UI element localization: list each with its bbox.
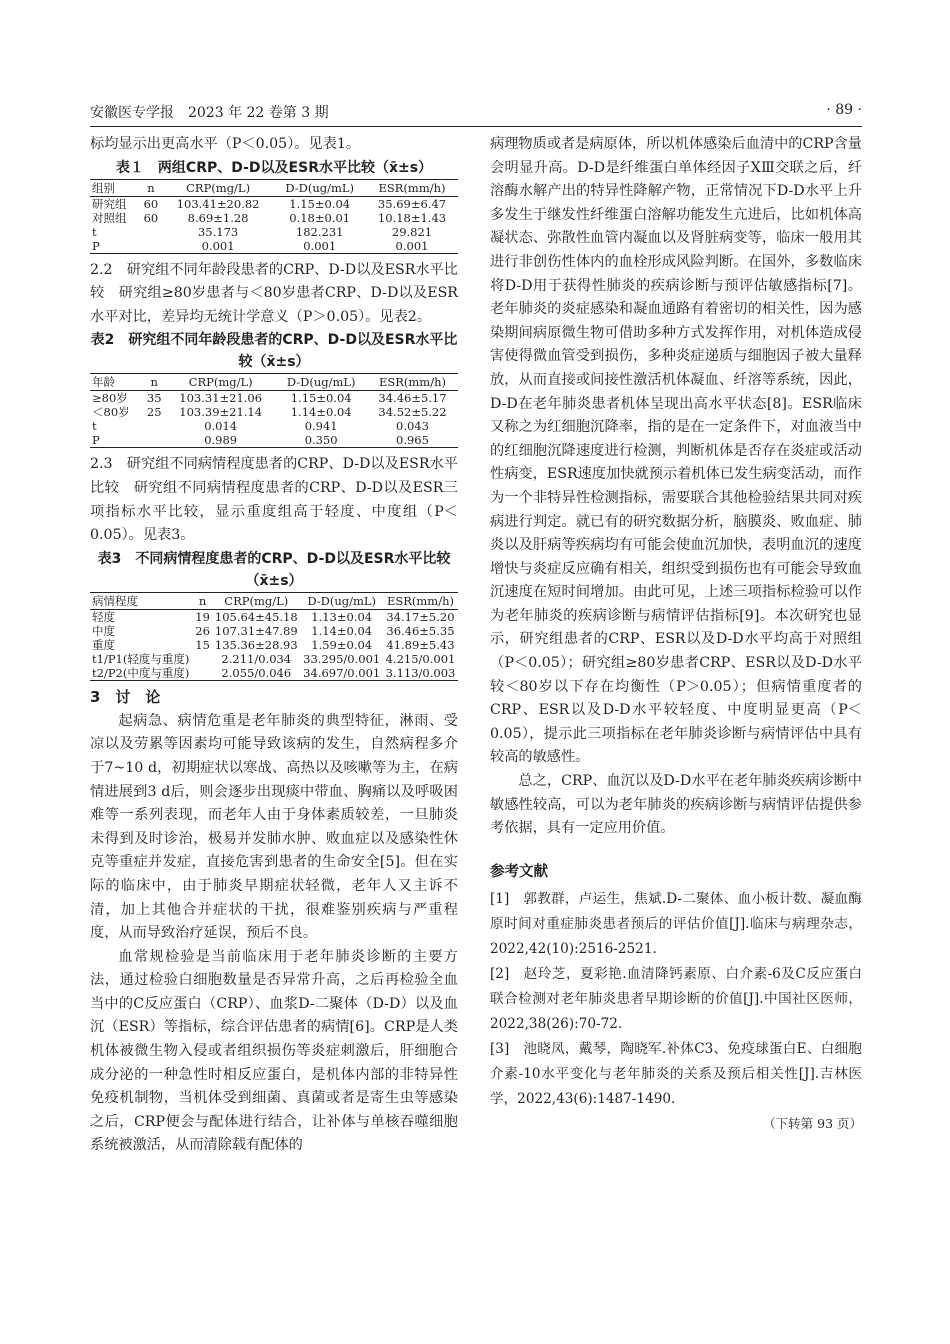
table-row (90, 638, 458, 652)
table-cell: 0.350 (275, 433, 367, 448)
paragraph-see-table1: 标均显示出更高水平（P＜0.05）。见表1。 (90, 136, 361, 152)
table-cell: 中度 (92, 623, 115, 638)
table-cell: 35.173 (197, 224, 239, 239)
table-header-cell: D-D(ug/mL) (273, 179, 366, 196)
table3 (90, 592, 458, 681)
table-cell: 1.59±0.04 (311, 637, 373, 652)
table-cell: 0.043 (396, 419, 429, 434)
table-cell: 0.001 (366, 239, 458, 254)
table-header-cell: D-D(ug/mL) (300, 592, 382, 609)
table-cell: 33.295/0.001 (303, 651, 381, 666)
table-row (90, 225, 458, 239)
table-cell (139, 225, 163, 239)
table-cell: P (90, 239, 139, 254)
table-cell: 10.18±1.43 (377, 210, 447, 225)
table-header-cell: n (193, 592, 212, 609)
table-cell: 103.41±20.82 (176, 196, 260, 211)
section-2-2: 2.2 研究组不同年龄段患者的CRP、D-D以及ESR水平比较 研究组≥80岁患者与＜80岁患者CRP、D-D以及ESR水平对比，差异均无统计学意义（P＞0.05）。见表2。 (90, 261, 458, 325)
table-cell: 29.821 (391, 224, 433, 239)
section-3-heading: 3 讨 论 (90, 687, 161, 706)
table-header-cell: 年龄 (90, 374, 142, 391)
table-cell: 0.001 (273, 239, 366, 254)
table-header-cell: ESR(mm/h) (367, 374, 458, 391)
table-cell: 1.14±0.04 (311, 623, 373, 638)
table-row (90, 196, 458, 211)
table-cell: t (92, 224, 97, 239)
table-header-cell: CRP(mg/L) (166, 374, 275, 391)
table-cell: 36.46±5.35 (386, 623, 455, 638)
table-row (90, 652, 458, 666)
table-cell: 103.39±21.14 (179, 405, 263, 420)
table-cell: 19 (195, 609, 210, 624)
table1 (90, 179, 458, 254)
table-row (90, 666, 458, 681)
running-header (90, 102, 862, 126)
table-cell: 34.46±5.17 (378, 391, 447, 406)
table-cell: 1.15±0.04 (290, 391, 352, 406)
table-cell (142, 433, 165, 448)
references-heading: 参考文献 (490, 863, 548, 880)
table-cell: 60 (143, 196, 159, 211)
table-cell (142, 419, 165, 433)
table-cell: 0.965 (367, 433, 458, 448)
table-cell: ≥80岁 (92, 391, 128, 406)
section-2-3: 2.3 研究组不同病情程度患者的CRP、D-D以及ESR水平比较 研究组不同病情程度患者的CRP、D-D以及ESR三项指标水平比较，显示重度组高于轻度、中度组（P＜0.05）。见表3。 (90, 456, 458, 544)
table-cell: 8.69±1.28 (187, 210, 249, 225)
table-header-cell: ESR(mm/h) (366, 179, 458, 196)
table-header-cell: n (142, 374, 165, 391)
table-cell: 重度 (92, 637, 115, 652)
table-cell: 105.64±45.18 (214, 609, 298, 624)
table-cell: 0.001 (163, 239, 274, 254)
table-cell: 15 (195, 637, 210, 652)
table3-caption: 表3 不同病情程度患者的CRP、D-D以及ESR水平比较（x̄±s） (97, 550, 451, 589)
header-rule (90, 126, 862, 127)
table-header-cell: 病情程度 (90, 592, 193, 609)
table-row (90, 405, 458, 419)
table1-caption: 表１ 两组CRP、D-D以及ESR水平比较（x̄±s） (115, 159, 433, 176)
reference-1: [1] 郭教群，卢运生，焦斌.D-二聚体、血小板计数、凝血酶原时间对重症肺炎患者预后的评估价值[J].临床与病理杂志，2022,42(10):2516-2521. (490, 890, 862, 957)
table-row (90, 391, 458, 406)
continued-note: （下转第 93 页） (763, 1115, 862, 1131)
table-cell: 103.31±21.06 (179, 391, 263, 406)
table-cell: 0.18±0.01 (289, 210, 351, 225)
table-cell: 轻度 (92, 609, 115, 624)
table-cell: 34.17±5.20 (386, 609, 455, 624)
table-cell: ＜80岁 (92, 405, 130, 420)
table-cell: 34.52±5.22 (378, 405, 447, 420)
table-header-cell: D-D(ug/mL) (275, 374, 367, 391)
table-header-cell: CRP(mg/L) (212, 592, 300, 609)
table-row (90, 433, 458, 448)
table-cell: 41.89±5.43 (386, 637, 455, 652)
table-row (90, 609, 458, 624)
table-cell: t (92, 419, 97, 434)
table-cell: 1.14±0.04 (290, 405, 352, 420)
reference-3: [3] 池晓凤，戴琴，陶晓军.补体C3、免疫球蛋白E、白细胞介素-10水平变化与老年肺炎的关系及预后相关性[J].吉林医学，2022,43(6):1487-1490. (490, 1040, 862, 1107)
table-cell: 60 (143, 210, 159, 225)
table-row (90, 239, 458, 254)
table-cell (193, 652, 212, 666)
table2-caption: 表2 研究组不同年龄段患者的CRP、D-D以及ESR水平比较（x̄±s） (90, 332, 458, 371)
table-cell: 0.941 (304, 419, 338, 434)
right-column (490, 133, 862, 1134)
table-cell: 2.211/0.034 (221, 651, 292, 666)
table-cell: t1/P1(轻度与重度) (92, 651, 190, 666)
table-cell (193, 666, 212, 681)
table-row (90, 624, 458, 638)
table-row (90, 211, 458, 225)
table-cell: 35 (146, 391, 162, 406)
table-cell: 4.215/0.001 (385, 651, 456, 666)
table-header-cell: CRP(mg/L) (163, 179, 274, 196)
table-cell: 研究组 (92, 196, 127, 211)
table-cell: 182.231 (295, 224, 344, 239)
table-cell: t2/P2(中度与重度) (90, 666, 193, 681)
table-cell (139, 239, 163, 254)
table-cell: 1.15±0.04 (289, 196, 351, 211)
table-cell: 对照组 (92, 210, 127, 225)
table-header-cell: ESR(mm/h) (383, 592, 458, 609)
table-cell: 0.989 (166, 433, 275, 448)
table-cell: 26 (195, 623, 210, 638)
table-header-cell: 组别 (90, 179, 139, 196)
table-cell: 25 (146, 405, 162, 420)
table-cell: 3.113/0.003 (383, 666, 458, 681)
table-cell: 107.31±47.89 (214, 623, 298, 638)
discussion-paragraph-2: 血常规检验是当前临床用于老年肺炎诊断的主要方法，通过检验白细胞数量是否异常升高，之后再检验全血当中的C反应蛋白（CRP）、血浆D-二聚体（D-D）以及血沉（ESR）等指标，综合评估患者的病情[6]。CRP是人类机体被微生物入侵或者组织损伤等炎症刺激后，肝细胞合成分泌的一种急性时相反应蛋白，是机体内部的非特异性免疫机制物，当机体受到细菌、真菌或者是寄生虫等感染之后，CRP便会与配体进行结合，让补体与单核吞噬细胞系统被激活，从而清除载有配体的 (90, 948, 458, 1154)
table2 (90, 373, 458, 448)
table-row (90, 419, 458, 433)
table-cell: 2.055/0.046 (212, 666, 300, 681)
table-cell: 34.697/0.001 (300, 666, 382, 681)
table-cell: 135.36±28.93 (214, 637, 298, 652)
table-cell: 1.13±0.04 (311, 609, 373, 624)
table-cell: P (90, 433, 142, 448)
journal-info: 安徽医专学报 2023 年 22 卷第 3 期 (90, 105, 329, 121)
table-cell: 35.69±6.47 (377, 196, 447, 211)
reference-2: [2] 赵玲芝，夏彩艳.血清降钙素原、白介素-6及C反应蛋白联合检测对老年肺炎患者早期诊断的价值[J].中国社区医师，2022,38(26):70-72. (490, 965, 862, 1032)
discussion-paragraph-3: 病理物质或者是病原体，所以机体感染后血清中的CRP含量会明显升高。D-D是纤维蛋白单体经因子XⅢ交联之后，纤溶酶水解产出的特异性降解产物，正常情况下D-D水平上升多发生于继发性纤维蛋白溶解功能发生亢进后，比如机体高凝状态、弥散性血管内凝血以及肾脏病变等，临床一般用其进行非创伤性体内的血栓形成风险判断。在国外，多数临床将D-D用于获得性肺炎的疾病诊断与预评估敏感指标[7]。老年肺炎的炎症感染和凝血通路有着密切的相关性，因为感染期间病原微生物可借助多种方式发挥作用，对机体造成侵害使得微血管受到损伤，多种炎症递质与细胞因子被大量释放，从而直接或间接性激活机体凝血、纤溶等系统，因此，D-D在老年肺炎患者机体呈现出高水平状态[8]。ESR临床又称之为红细胞沉降率，指的是在一定条件下，对血液当中的红细胞沉降速度进行检测，判断机体是否存在炎症或活动性病变，ESR速度加快就预示着机体已发生病变活动，而作为一个非特异性检测指标，需要联合其他检验结果共同对疾病进行判定。就已有的研究数据分析，脑膜炎、败血症、肺炎以及肝病等疾病均有可能会使血沉加快，表明血沉的速度增快与炎症反应确有相关，组织受到损伤也有可能会导致血沉速度在短时间增加。由此可见，上述三项指标检验可以作为老年肺炎的疾病诊断与病情评估指标[9]。本次研究也显示，研究组患者的CRP、ESR以及D-D水平均高于对照组（P＜0.05）；研究组≥80岁患者CRP、ESR以及D-D水平较＜80岁以下存在均衡性（P＞0.05）；但病情重度者的CRP、ESR以及D-D水平较轻度、中度明显更高（P＜0.05），提示此三项指标在老年肺炎诊断与病情评估中具有较高的敏感性。 (490, 136, 862, 766)
table-cell: 0.014 (204, 419, 238, 434)
conclusion-paragraph: 总之，CRP、血沉以及D-D水平在老年肺炎疾病诊断中敏感性较高，可以为老年肺炎的疾病诊断与病情评估提供参考依据，具有一定应用价值。 (490, 773, 862, 837)
table-header-cell: n (139, 179, 163, 196)
discussion-paragraph-1: 起病急、病情危重是老年肺炎的典型特征，淋雨、受凉以及劳累等因素均可能导致该病的发生，自然病程多介于7~10 d，初期症状以寒战、高热以及咳嗽等为主，在病情进展到3 d后，则会逐步出现痰中带血、胸痛以及呼吸困难等一系列表现，而老年人由于身体素质较差，一旦肺炎未得到及时诊治，极易并发肺水肿、败血症以及感染性休克等重症并发症，直接危害到患者的生命安全[5]。但在实际的临床中，由于肺炎早期症状轻微，老年人又主诉不清，加上其他合并症状的干扰，很难鉴别疾病与严重程度，从而导致治疗延误，预后不良。 (90, 712, 458, 942)
left-column (90, 133, 458, 1158)
page-number: · 89 · (826, 102, 862, 118)
